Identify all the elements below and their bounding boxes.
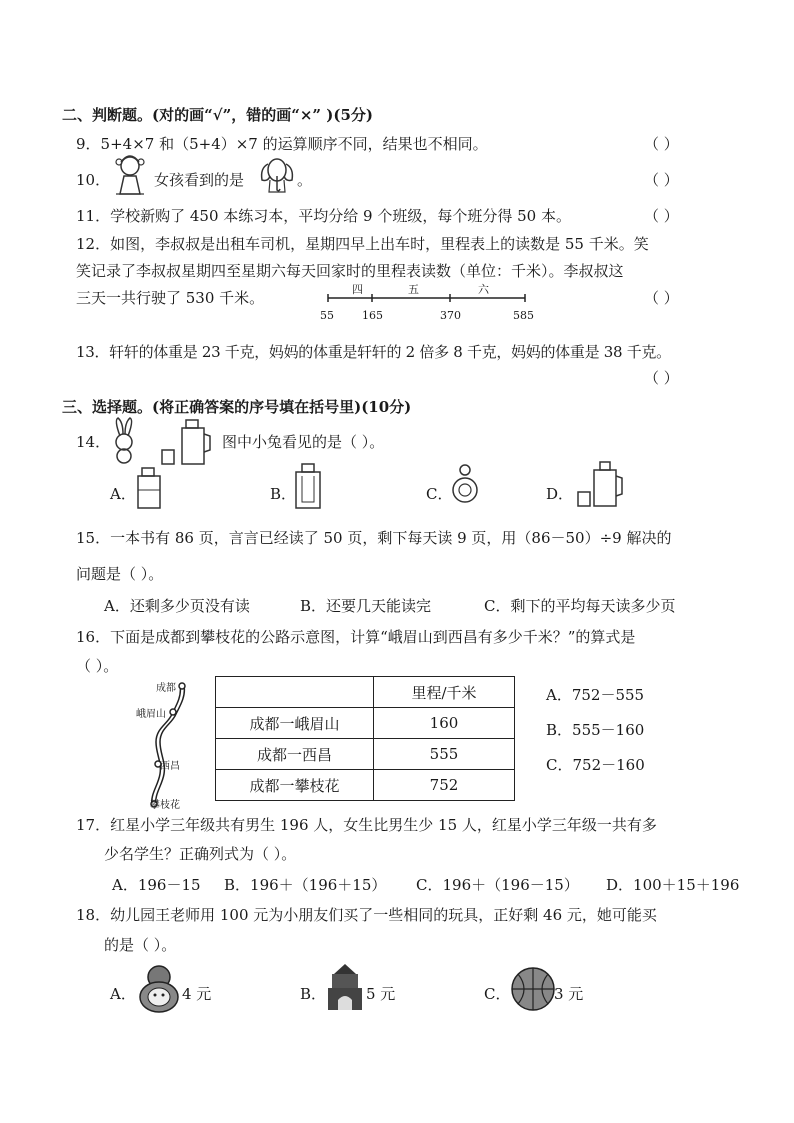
- table-cell: 成都一攀枝花: [216, 770, 374, 801]
- q14-option-b-label[interactable]: B．: [270, 485, 297, 503]
- map-label-panzhihua: 攀枝花: [150, 800, 180, 811]
- question-9: 9．5+4×7 和（5+4）×7 的运算顺序不同，结果也不相同。: [76, 135, 488, 153]
- question-17-line-1: 17．红星小学三年级共有男生 196 人，女生比男生少 15 人，红星小学三年级一共有多: [76, 816, 657, 834]
- reading-585: 585: [513, 309, 534, 322]
- rabbit-icon: [108, 416, 140, 466]
- q17-option-a[interactable]: A．196－15: [112, 876, 201, 894]
- day-label-saturday: 六: [478, 283, 489, 296]
- question-15-line-1: 15．一本书有 86 页，言言已经读了 50 页，剩下每天读 9 页，用（86－50）÷9 解决的: [76, 529, 672, 547]
- question-13: 13．轩轩的体重是 23 千克，妈妈的体重是轩轩的 2 倍多 8 千克，妈妈的体重是 38 千克。: [76, 343, 671, 361]
- table-row: [216, 739, 515, 770]
- day-label-thursday: 四: [352, 283, 363, 296]
- table-header-cell: 里程/千米: [374, 677, 515, 708]
- reading-165: 165: [362, 309, 383, 322]
- view-option-c-icon[interactable]: [450, 462, 480, 508]
- question-18-line-2: 的是（ ）。: [104, 936, 177, 954]
- question-17-line-2: 少名学生？正确列式为（ ）。: [104, 845, 297, 863]
- question-12-line-2: 笑记录了李叔叔星期四至星期六每天回家时的里程表读数（单位：千米）。李叔叔这: [76, 262, 624, 280]
- answer-paren-11[interactable]: （ ）: [644, 207, 679, 225]
- question-15-line-2: 问题是（ ）。: [76, 565, 164, 583]
- question-12-line-3: 三天一共行驶了 530 千米。: [76, 289, 265, 307]
- q15-option-b[interactable]: B．还要几天能读完: [300, 597, 432, 615]
- question-11: 11．学校新购了 450 本练习本，平均分给 9 个班级，每个班分得 50 本。: [76, 207, 571, 225]
- highway-map-diagram: [136, 676, 216, 814]
- view-option-b-icon[interactable]: [292, 462, 326, 510]
- reading-370: 370: [440, 309, 461, 322]
- answer-paren-10[interactable]: （ ）: [644, 171, 679, 189]
- table-cell: 成都一峨眉山: [216, 708, 374, 739]
- mileage-table: [215, 676, 515, 801]
- q17-option-d[interactable]: D．100＋15＋196: [606, 876, 740, 894]
- q16-option-c[interactable]: C．752－160: [546, 756, 645, 774]
- table-cell: 752: [374, 770, 515, 801]
- q16-option-a[interactable]: A．752－555: [546, 686, 645, 704]
- table-row: [216, 770, 515, 801]
- question-18-line-1: 18．幼儿园王老师用 100 元为小朋友们买了一些相同的玩具，正好剩 46 元，她可能买: [76, 906, 657, 924]
- question-14-text: 图中小兔看见的是（ ）。: [222, 433, 385, 451]
- q18-option-a-label[interactable]: A．: [110, 985, 136, 1003]
- table-cell: 160: [374, 708, 515, 739]
- tumbler-doll-icon[interactable]: [136, 963, 182, 1013]
- q18-option-c-label[interactable]: C．: [484, 985, 511, 1003]
- q18-option-a-price: 4 元: [182, 985, 212, 1003]
- section-2-header: 二、判断题。(对的画“√”，错的画“×” )(5分): [62, 106, 373, 124]
- q16-option-b[interactable]: B．555－160: [546, 721, 645, 739]
- q14-option-c-label[interactable]: C．: [426, 485, 453, 503]
- question-10-number: 10．: [76, 171, 111, 189]
- girl-icon: [110, 152, 150, 196]
- question-16-line-1: 16．下面是成都到攀枝花的公路示意图，计算“峨眉山到西昌有多少千米？”的算式是: [76, 628, 636, 646]
- map-label-chengdu: 成都: [156, 683, 176, 694]
- question-14-number: 14．: [76, 433, 111, 451]
- q15-option-c[interactable]: C．剩下的平均每天读多少页: [484, 597, 676, 615]
- q18-option-b-price: 5 元: [366, 985, 396, 1003]
- q17-option-c[interactable]: C．196＋（196－15）: [416, 876, 579, 894]
- q17-option-b[interactable]: B．196＋（196＋15）: [224, 876, 387, 894]
- question-12-line-1: 12．如图，李叔叔是出租车司机，星期四早上出车时，里程表上的读数是 55 千米。笑: [76, 235, 649, 253]
- table-header-row: [216, 677, 515, 708]
- answer-paren-9[interactable]: （ ）: [644, 135, 679, 153]
- map-label-xichang: 西昌: [160, 761, 180, 772]
- q14-option-d-label[interactable]: D．: [546, 485, 574, 503]
- answer-paren-13[interactable]: （ ）: [644, 369, 679, 387]
- table-header-cell: [216, 677, 374, 708]
- bottle-and-cup-icon: [160, 416, 216, 468]
- question-16-line-2: （ ）。: [76, 657, 119, 675]
- view-option-a-icon[interactable]: [134, 464, 164, 510]
- map-label-emeishan: 峨眉山: [136, 709, 166, 720]
- table-cell: 成都一西昌: [216, 739, 374, 770]
- question-10-text: 女孩看到的是: [154, 171, 245, 189]
- answer-paren-12[interactable]: （ ）: [644, 289, 679, 307]
- q18-option-c-price: 3 元: [554, 985, 584, 1003]
- day-label-friday: 五: [408, 283, 419, 296]
- castle-blocks-icon[interactable]: [324, 962, 366, 1012]
- reading-55: 55: [320, 309, 334, 322]
- table-row: [216, 708, 515, 739]
- q15-option-a[interactable]: A．还剩多少页没有读: [104, 597, 250, 615]
- section-3-header: 三、选择题。(将正确答案的序号填在括号里)(10分): [62, 398, 412, 416]
- q14-option-a-label[interactable]: A．: [110, 485, 136, 503]
- basketball-icon[interactable]: [510, 966, 556, 1012]
- table-cell: 555: [374, 739, 515, 770]
- view-option-d-icon[interactable]: [574, 460, 630, 510]
- question-10-end: 。: [297, 171, 313, 189]
- q18-option-b-label[interactable]: B．: [300, 985, 327, 1003]
- elephant-back-icon: [258, 154, 296, 194]
